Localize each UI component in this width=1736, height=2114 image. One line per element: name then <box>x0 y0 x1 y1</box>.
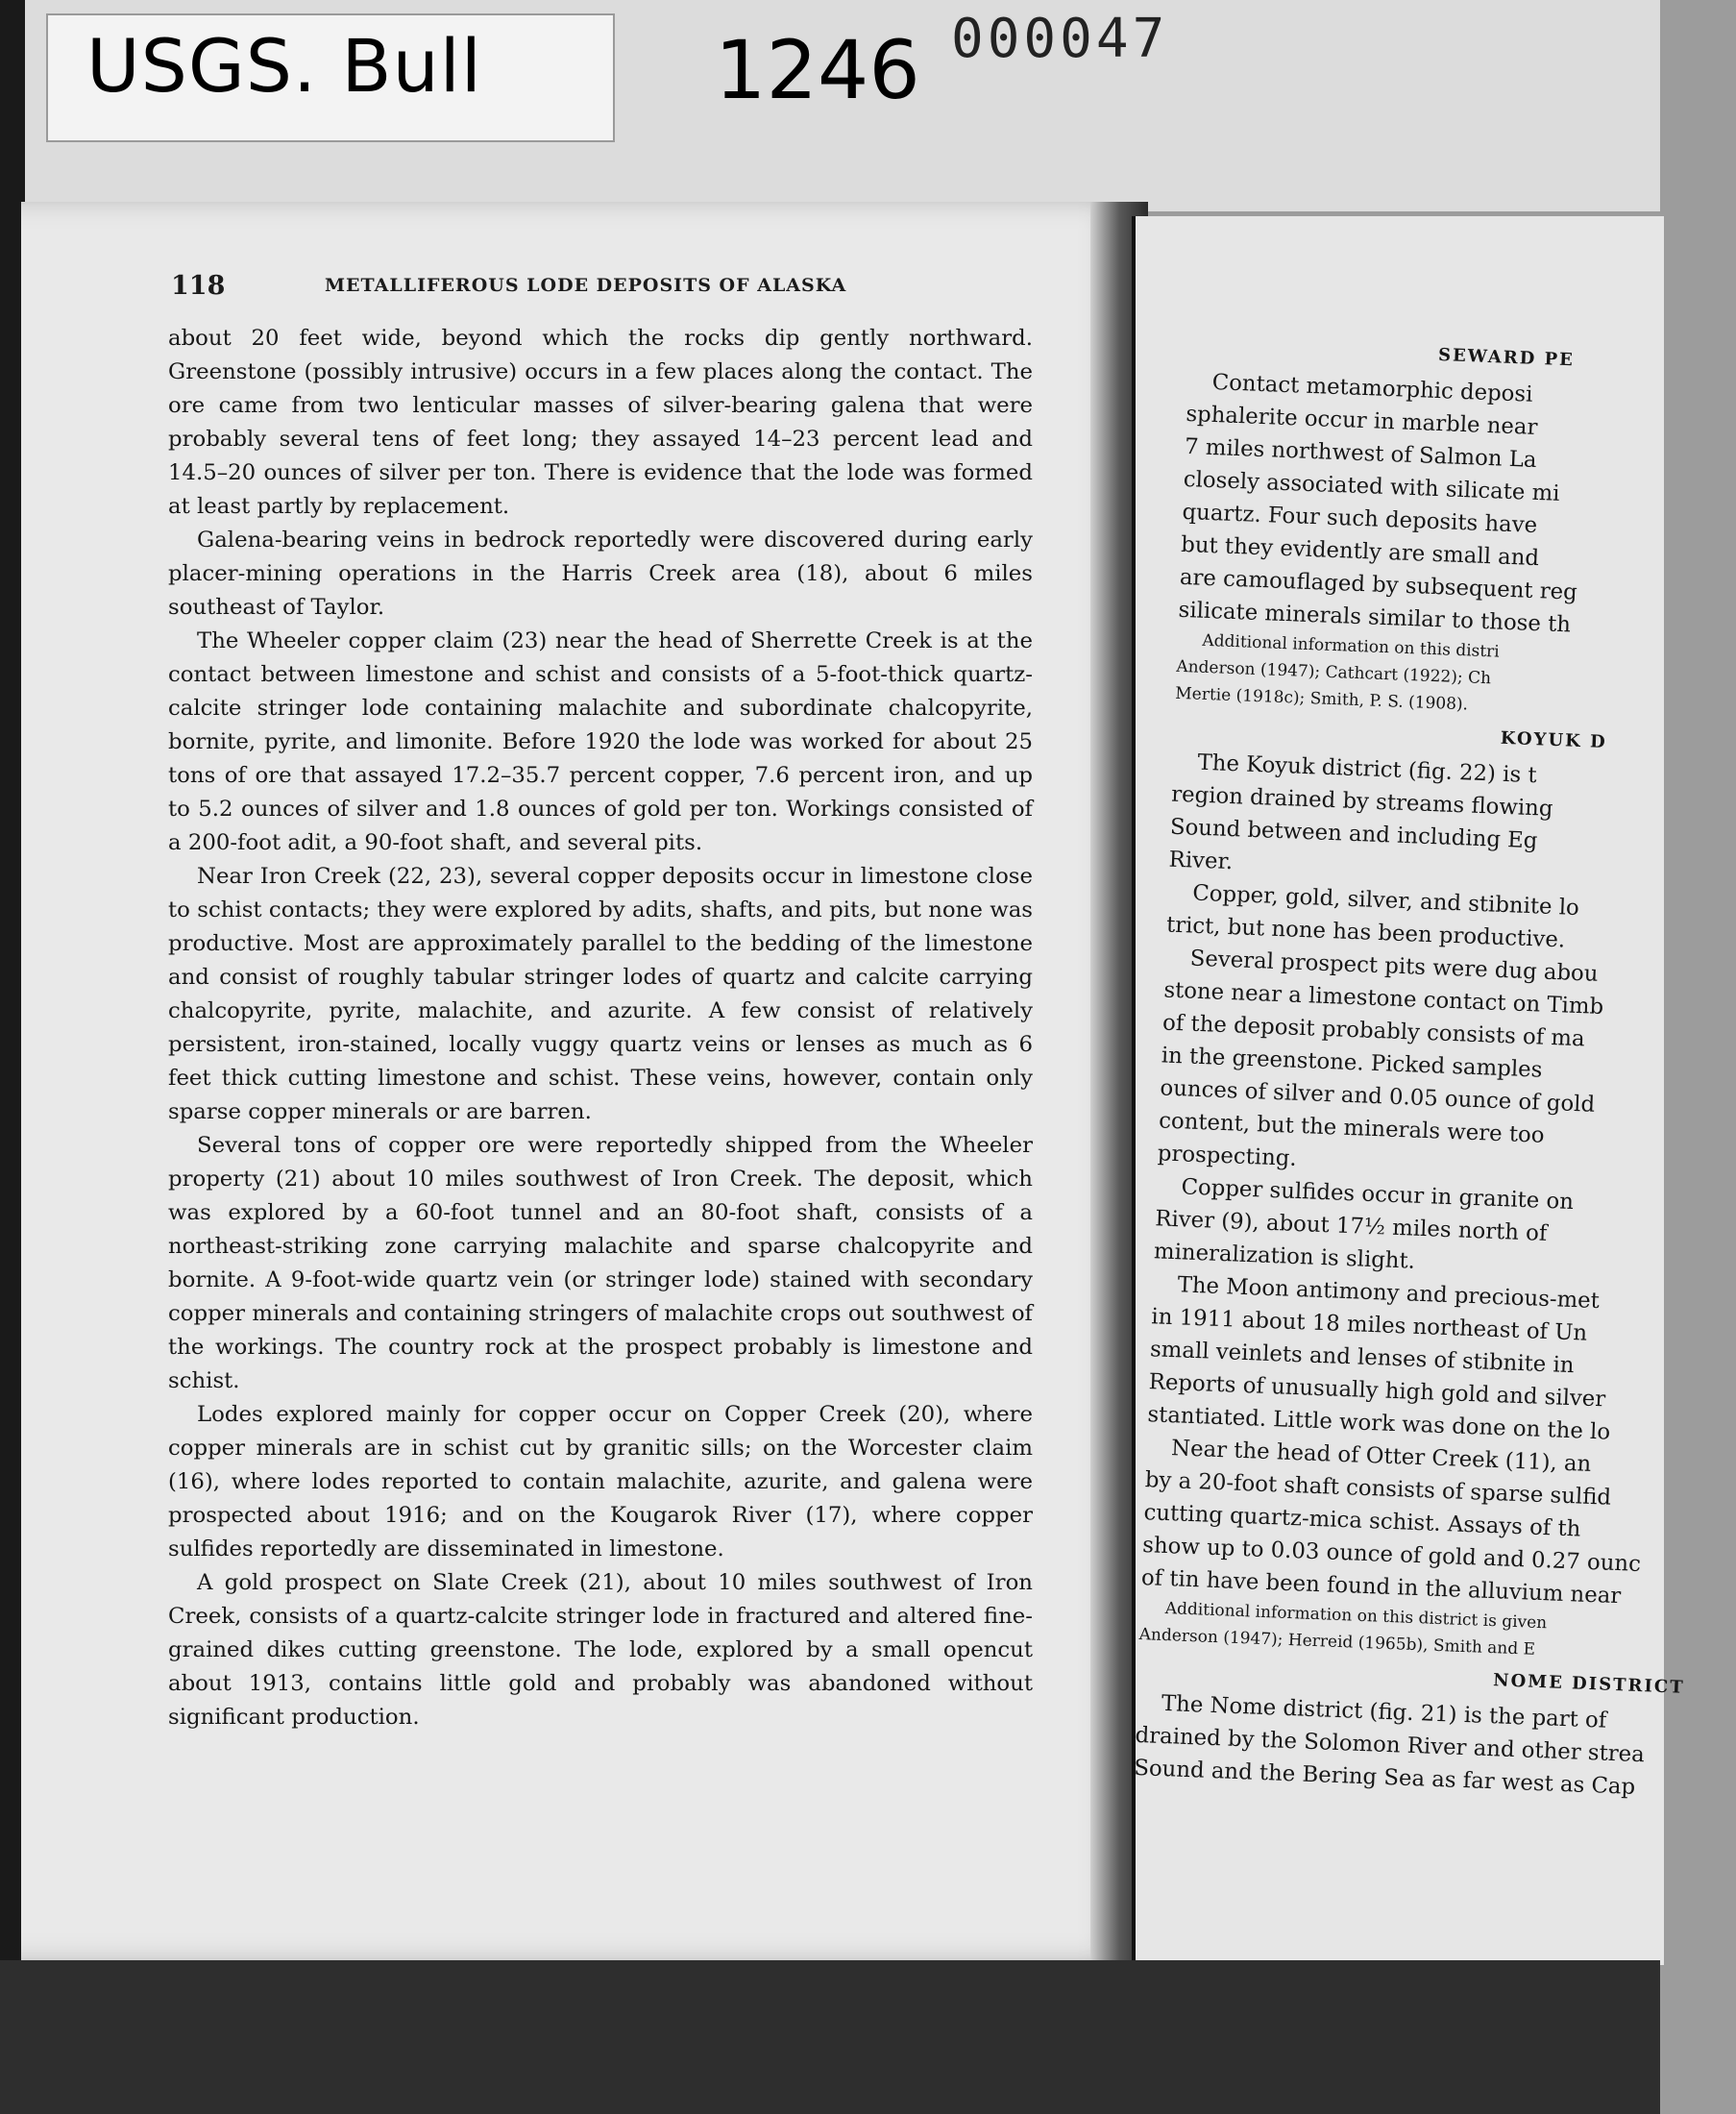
text-line: Mertie (1918c); Smith, P. S. (1908). <box>1174 683 1469 715</box>
section-heading: KOYUK D <box>1500 727 1608 752</box>
text-line: by a 20-foot shaft consists of sparse sulfid <box>1144 1467 1612 1511</box>
left-body-text <box>168 322 1033 1734</box>
text-line: Anderson (1947); Herreid (1965b), Smith and E <box>1138 1625 1536 1659</box>
text-line: sphalerite occur in marble near <box>1186 401 1538 440</box>
text-line: cutting quartz-mica schist. Assays of th <box>1143 1500 1581 1542</box>
page-header <box>171 271 1036 300</box>
text-line: Anderson (1947); Cathcart (1922); Ch <box>1176 656 1492 689</box>
text-line: Copper, gold, silver, and stibnite lo <box>1191 880 1580 922</box>
text-line: Additional information on this district is given <box>1164 1599 1548 1634</box>
section-heading: NOME DISTRICT <box>1492 1670 1685 1698</box>
text-line: are camouflaged by subsequent reg <box>1179 564 1578 605</box>
text-line: quartz. Four such deposits have <box>1182 499 1538 539</box>
text-line: closely associated with silicate mi <box>1183 466 1560 506</box>
text-line: Contact metamorphic deposi <box>1211 369 1533 407</box>
text-line: small veinlets and lenses of stibnite in <box>1149 1337 1575 1379</box>
text-line: Copper sulfides occur in granite on <box>1181 1174 1575 1216</box>
handwritten-number: 1246 <box>715 23 920 117</box>
text-line: The Nome district (fig. 21) is the part of <box>1161 1690 1607 1733</box>
paragraph: Lodes explored mainly for copper occur on Copper Creek (20), where copper minerals are in schist cut by granitic sills; on the Worcester claim (16), where lodes reported to contain malachite, azurite, and galena were prospected about 1916; and on the Kougarok River (17), where copper sulfides reportedly are disseminated in limestone. <box>168 1402 1033 1561</box>
text-line: ounces of silver and 0.05 ounce of gold <box>1160 1075 1596 1118</box>
paragraph: The Wheeler copper claim (23) near the head of Sherrette Creek is at the contact between limestone and schist and consists of a 5-foot-thick quartz-calcite stringer lode containing malachite and subordinate chalcopyrite, bornite, pyrite, and limonite. Before 1920 the lode was worked for about 25 tons of ore that assayed 17.2–35.7 percent copper, 7.6 percent iron, and up to 5.2 ounces of silver and 1.8 ounces of gold per ton. Workings consisted of a 200-foot adit, a 90-foot shaft, and several pits. <box>168 628 1033 855</box>
label-note: USGS. Bull <box>86 23 482 109</box>
text-line: in the greenstone. Picked samples <box>1161 1043 1543 1083</box>
text-line: stantiated. Little work was done on the lo <box>1147 1402 1611 1445</box>
text-line: prospecting. <box>1157 1141 1298 1171</box>
text-line: trict, but none has been productive. <box>1165 912 1566 953</box>
text-line: River. <box>1168 847 1234 875</box>
paragraph: Near Iron Creek (22, 23), several copper deposits occur in limestone close to schist contacts; they were explored by adits, shafts, and pits, but none was productive. Most are approximately parallel to the bedding of the limestone and consist of roughly tabular stringer lodes of quartz and calcite carrying chalcopyrite, pyrite, malachite, and azurite. A few consist of relatively persistent, iron-stained, locally vuggy quartz veins or lenses as much as 6 feet thick cutting limestone and schist. These veins, however, contain only sparse copper minerals or are barren. <box>168 864 1033 1124</box>
text-line: show up to 0.03 ounce of gold and 0.27 ounc <box>1141 1533 1642 1577</box>
paragraph: about 20 feet wide, beyond which the rocks dip gently northward. Greenstone (possibly intrusive) occurs in a few places along the contact. The ore came from two lenticular masses of silver-bearing galena that were probably several tens of feet long; they assayed 14–23 percent lead and 14.5–20 ounces of silver per ton. There is evidence that the lode was formed at least partly by replacement. <box>168 326 1033 519</box>
paragraph: Several tons of copper ore were reportedly shipped from the Wheeler property (21) about 10 miles southwest of Iron Creek. The deposit, which was explored by a 60-foot tunnel and an 80-foot shaft, consists of a northeast-striking zone carrying malachite and sparse chalcopyrite and bornite. A 9-foot-wide quartz vein (or stringer lode) stained with secondary copper minerals and containing stringers of malachite crops out southwest of the workings. The country rock at the prospect probably is limestone and schist. <box>168 1133 1033 1393</box>
scan-bottom-edge <box>0 1960 1660 2114</box>
text-line: Reports of unusually high gold and silver <box>1148 1369 1606 1413</box>
text-line: Sound between and including Eg <box>1169 814 1538 854</box>
right-page-text <box>1134 327 1689 1804</box>
text-line: content, but the minerals were too <box>1158 1108 1545 1148</box>
text-line: but they evidently are small and <box>1180 531 1540 572</box>
text-line: 7 miles northwest of Salmon La <box>1184 433 1537 473</box>
text-line: Additional information on this distri <box>1202 630 1501 662</box>
paragraph: A gold prospect on Slate Creek (21), about 10 miles southwest of Iron Creek, consists of a quartz-calcite stringer lode in fractured and altered fine-grained dikes cutting greenstone. The lode, explored by a small opencut about 1913, contains little gold and probably was abandoned without significant production. <box>168 1570 1033 1730</box>
section-heading: SEWARD PE <box>1437 344 1576 371</box>
text-line: in 1911 about 18 miles northeast of Un <box>1150 1304 1588 1346</box>
text-line: Several prospect pits were dug abou <box>1189 946 1599 987</box>
running-title: METALLIFEROUS LODE DEPOSITS OF ALASKA <box>325 275 847 296</box>
text-line: mineralization is slight. <box>1153 1239 1416 1274</box>
text-line: River (9), about 17½ miles north of <box>1154 1206 1548 1246</box>
text-line: drained by the Solomon River and other strea <box>1135 1722 1646 1768</box>
page-number: 118 <box>171 271 226 301</box>
text-line: Sound and the Bering Sea as far west as Cap <box>1133 1755 1636 1800</box>
text-line: stone near a limestone contact on Timb <box>1162 977 1604 1020</box>
text-line: of the deposit probably consists of ma <box>1161 1010 1586 1052</box>
text-line: The Moon antimony and precious-met <box>1177 1272 1601 1315</box>
text-line: region drained by streams flowing <box>1170 781 1553 822</box>
serial-number: 000047 <box>951 8 1169 70</box>
text-line: of tin have been found in the alluvium near <box>1140 1565 1622 1610</box>
text-line: The Koyuk district (fig. 22) is t <box>1197 750 1538 789</box>
text-line: silicate minerals similar to those th <box>1178 597 1572 638</box>
text-line: Near the head of Otter Creek (11), an <box>1170 1436 1592 1477</box>
paragraph: Galena-bearing veins in bedrock reportedly were discovered during early placer-mining operations in the Harris Creek area (18), about 6 miles southeast of Taylor. <box>168 528 1033 620</box>
